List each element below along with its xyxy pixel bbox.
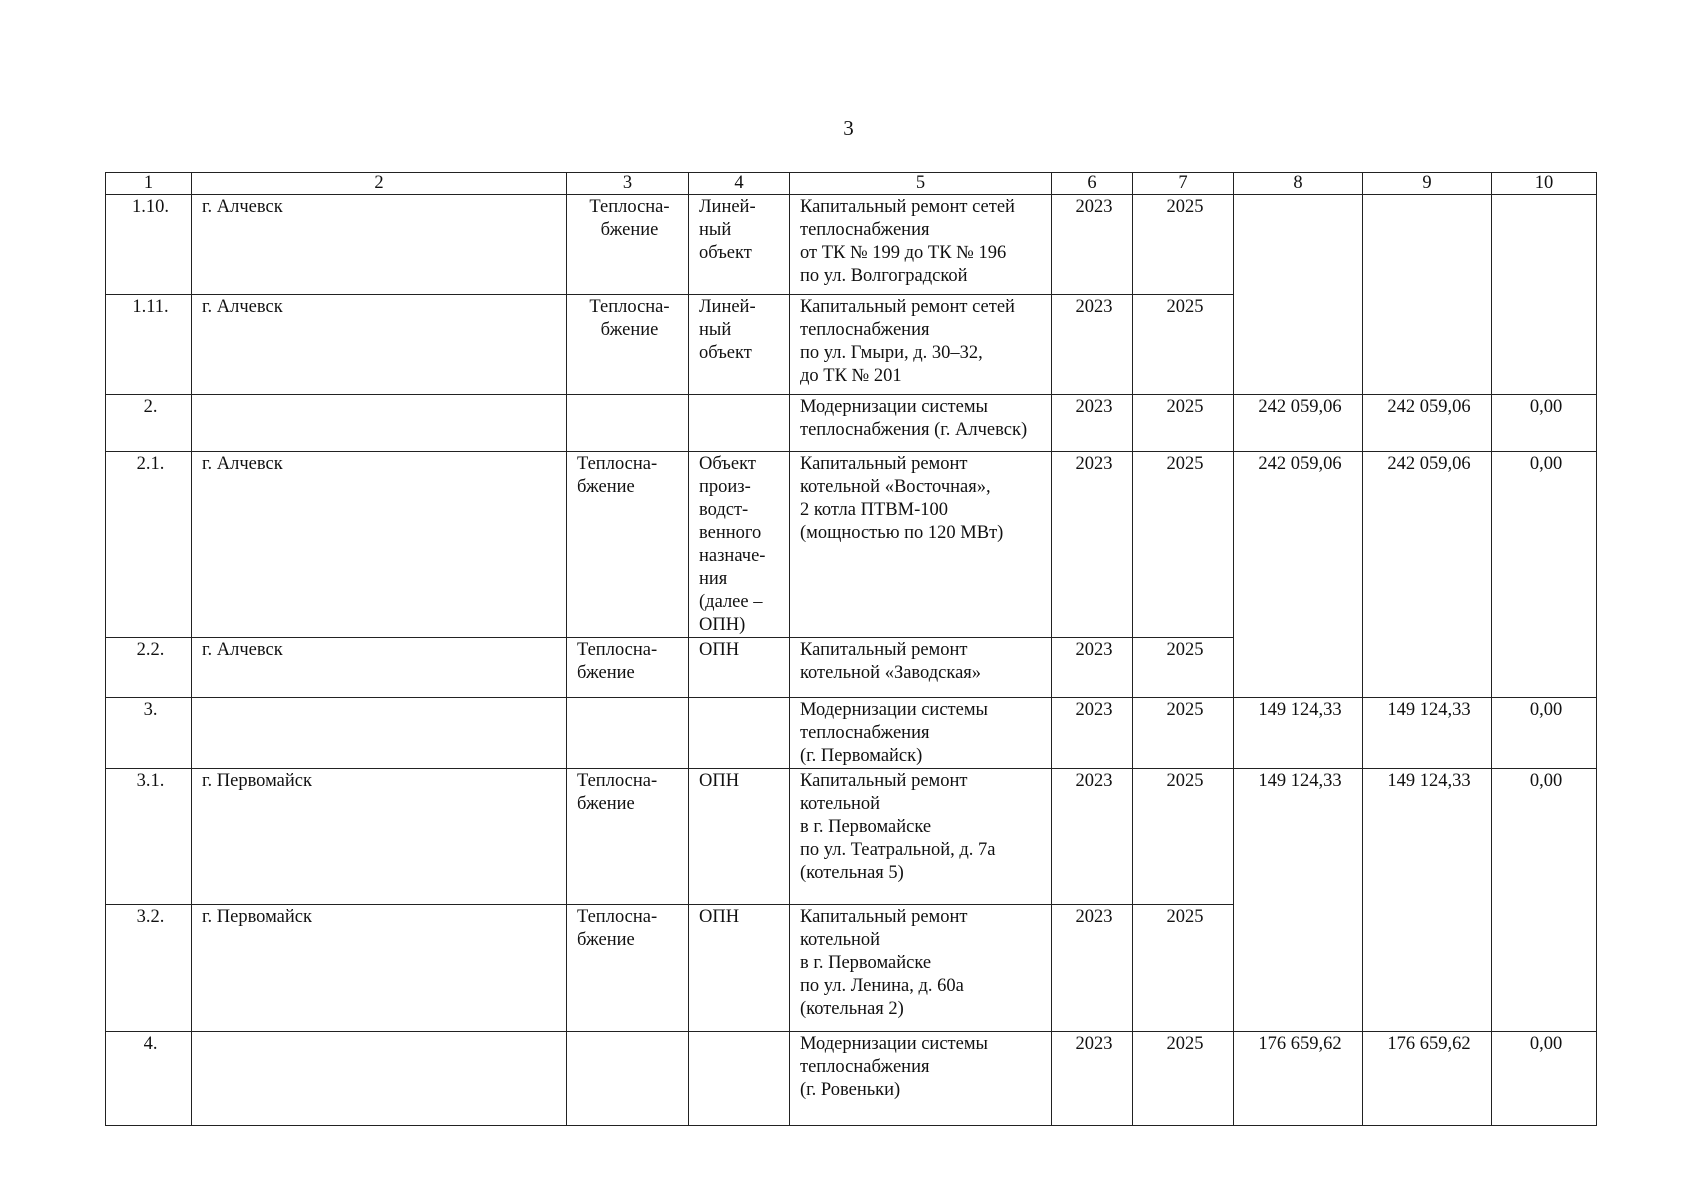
sector-cell-line: бжение — [577, 930, 635, 950]
place-cell: г. Алчевск — [192, 452, 567, 638]
description-cell-line: по ул. Гмыри, д. 30–32, — [800, 343, 983, 363]
sector-cell-line: Теплосна- — [577, 771, 658, 791]
description-cell-line: (мощностью по 120 МВт) — [800, 523, 1004, 543]
description-cell — [790, 452, 1052, 638]
description-cell-line: теплоснабжения — [800, 320, 930, 340]
sector-cell — [567, 452, 689, 638]
table-row — [106, 1032, 1597, 1126]
description-cell — [790, 1032, 1052, 1126]
object-type-cell-line: Линей- — [699, 197, 756, 217]
row-number-cell: 2.2. — [106, 638, 192, 698]
object-type-cell — [689, 698, 790, 769]
other-amount-cell: 0,00 — [1492, 769, 1597, 1032]
total-amount-cell: 242 059,06 — [1234, 395, 1363, 452]
description-cell-line: котельной «Заводская» — [800, 663, 982, 683]
end-year-cell: 2025 — [1133, 905, 1234, 1032]
description-cell-line: Капитальный ремонт — [800, 771, 968, 791]
object-type-cell — [689, 195, 790, 295]
start-year-cell: 2023 — [1052, 295, 1133, 395]
column-number: 10 — [1492, 173, 1597, 195]
table-row — [106, 769, 1597, 905]
column-number: 9 — [1363, 173, 1492, 195]
end-year-cell: 2025 — [1133, 769, 1234, 905]
sector-cell — [567, 698, 689, 769]
place-cell: г. Алчевск — [192, 638, 567, 698]
table-row — [106, 698, 1597, 769]
description-cell-line: до ТК № 201 — [800, 366, 902, 386]
start-year-cell: 2023 — [1052, 769, 1133, 905]
start-year-cell: 2023 — [1052, 452, 1133, 638]
object-type-cell-line: объект — [699, 343, 752, 363]
other-amount-cell: 0,00 — [1492, 1032, 1597, 1126]
object-type-cell-line: произ- — [699, 477, 751, 497]
sector-cell-line: Теплосна- — [589, 197, 670, 217]
end-year-cell: 2025 — [1133, 195, 1234, 295]
column-number: 8 — [1234, 173, 1363, 195]
object-type-cell-line: (далее – — [699, 592, 763, 612]
sector-cell-line: бжение — [577, 477, 635, 497]
program-table — [105, 172, 1597, 1126]
start-year-cell: 2023 — [1052, 395, 1133, 452]
page-number: 3 — [843, 116, 854, 140]
total-amount-cell: 149 124,33 — [1234, 698, 1363, 769]
description-cell-line: Модернизации системы — [800, 700, 988, 720]
description-cell-line: Капитальный ремонт — [800, 454, 968, 474]
sector-cell-line: Теплосна- — [577, 454, 658, 474]
description-cell — [790, 769, 1052, 905]
description-cell-line: (котельная 5) — [800, 863, 904, 883]
object-type-cell-line: назначе- — [699, 546, 766, 566]
object-type-cell-line: ОПН — [699, 907, 740, 927]
description-cell-line: теплоснабжения (г. Алчевск) — [800, 420, 1028, 440]
sector-cell-line: бжение — [600, 320, 659, 340]
row-number-cell: 1.11. — [106, 295, 192, 395]
place-cell — [192, 698, 567, 769]
place-cell: г. Алчевск — [192, 195, 567, 295]
total-amount-cell: 176 659,62 — [1234, 1032, 1363, 1126]
sector-cell-line: бжение — [577, 663, 635, 683]
sector-cell-line: бжение — [600, 220, 659, 240]
object-type-cell — [689, 452, 790, 638]
object-type-cell-line: Объект — [699, 454, 756, 474]
sector-cell-line: бжение — [577, 794, 635, 814]
start-year-cell: 2023 — [1052, 195, 1133, 295]
funds-amount-cell: 176 659,62 — [1363, 1032, 1492, 1126]
row-number-cell: 3.1. — [106, 769, 192, 905]
sector-cell — [567, 195, 689, 295]
object-type-cell-line: водст- — [699, 500, 749, 520]
other-amount-cell: 0,00 — [1492, 452, 1597, 698]
empty-amount-cell — [1363, 195, 1492, 395]
empty-amount-cell — [1492, 195, 1597, 395]
total-amount-cell: 242 059,06 — [1234, 452, 1363, 698]
funds-amount-cell: 149 124,33 — [1363, 698, 1492, 769]
description-cell-line: (г. Первомайск) — [800, 746, 923, 766]
object-type-cell-line: Линей- — [699, 297, 756, 317]
description-cell — [790, 698, 1052, 769]
description-cell-line: в г. Первомайске — [800, 953, 932, 973]
object-type-cell — [689, 295, 790, 395]
place-cell: г. Первомайск — [192, 769, 567, 905]
object-type-cell-line: ОПН — [699, 771, 740, 791]
row-number-cell: 3.2. — [106, 905, 192, 1032]
description-cell-line: 2 котла ПТВМ-100 — [800, 500, 948, 520]
description-cell-line: котельной «Восточная», — [800, 477, 991, 497]
sector-cell-line: Теплосна- — [577, 907, 658, 927]
place-cell — [192, 395, 567, 452]
description-cell — [790, 195, 1052, 295]
end-year-cell: 2025 — [1133, 698, 1234, 769]
description-cell-line: (котельная 2) — [800, 999, 904, 1019]
sector-cell-line: Теплосна- — [577, 640, 658, 660]
description-cell — [790, 295, 1052, 395]
description-cell — [790, 638, 1052, 698]
object-type-cell-line: венного — [699, 523, 762, 543]
object-type-cell — [689, 1032, 790, 1126]
end-year-cell: 2025 — [1133, 452, 1234, 638]
description-cell — [790, 395, 1052, 452]
column-number: 3 — [567, 173, 689, 195]
description-cell-line: Модернизации системы — [800, 397, 988, 417]
object-type-cell-line: ОПН) — [699, 615, 746, 635]
description-cell-line: Модернизации системы — [800, 1034, 988, 1054]
object-type-cell — [689, 638, 790, 698]
sector-cell-line: Теплосна- — [589, 297, 670, 317]
end-year-cell: 2025 — [1133, 1032, 1234, 1126]
empty-amount-cell — [1234, 195, 1363, 395]
column-number-row — [106, 173, 1597, 195]
sector-cell — [567, 1032, 689, 1126]
description-cell-line: Капитальный ремонт сетей — [800, 297, 1015, 317]
description-cell-line: котельной — [800, 794, 881, 814]
description-cell-line: по ул. Волгоградской — [800, 266, 968, 286]
start-year-cell: 2023 — [1052, 905, 1133, 1032]
place-cell: г. Алчевск — [192, 295, 567, 395]
description-cell-line: Капитальный ремонт — [800, 907, 968, 927]
description-cell-line: котельной — [800, 930, 881, 950]
object-type-cell — [689, 769, 790, 905]
row-number-cell: 3. — [106, 698, 192, 769]
row-number-cell: 1.10. — [106, 195, 192, 295]
column-number: 7 — [1133, 173, 1234, 195]
row-number-cell: 2. — [106, 395, 192, 452]
other-amount-cell: 0,00 — [1492, 395, 1597, 452]
description-cell-line: (г. Ровеньки) — [800, 1080, 901, 1100]
column-number: 1 — [106, 173, 192, 195]
description-cell-line: от ТК № 199 до ТК № 196 — [800, 243, 1007, 263]
description-cell-line: теплоснабжения — [800, 220, 930, 240]
table-row — [106, 195, 1597, 295]
object-type-cell-line: объект — [699, 243, 752, 263]
object-type-cell — [689, 905, 790, 1032]
column-number: 5 — [790, 173, 1052, 195]
description-cell-line: теплоснабжения — [800, 723, 930, 743]
sector-cell — [567, 395, 689, 452]
sector-cell — [567, 295, 689, 395]
row-number-cell: 4. — [106, 1032, 192, 1126]
column-number: 4 — [689, 173, 790, 195]
start-year-cell: 2023 — [1052, 698, 1133, 769]
object-type-cell — [689, 395, 790, 452]
description-cell-line: по ул. Театральной, д. 7а — [800, 840, 996, 860]
place-cell — [192, 1032, 567, 1126]
end-year-cell: 2025 — [1133, 395, 1234, 452]
end-year-cell: 2025 — [1133, 638, 1234, 698]
description-cell — [790, 905, 1052, 1032]
row-number-cell: 2.1. — [106, 452, 192, 638]
description-cell-line: по ул. Ленина, д. 60а — [800, 976, 964, 996]
table-row — [106, 452, 1597, 638]
funds-amount-cell: 242 059,06 — [1363, 395, 1492, 452]
funds-amount-cell: 149 124,33 — [1363, 769, 1492, 1032]
description-cell-line: в г. Первомайске — [800, 817, 932, 837]
object-type-cell-line: ОПН — [699, 640, 740, 660]
funds-amount-cell: 242 059,06 — [1363, 452, 1492, 698]
object-type-cell-line: ный — [699, 320, 732, 340]
start-year-cell: 2023 — [1052, 1032, 1133, 1126]
sector-cell — [567, 769, 689, 905]
object-type-cell-line: ный — [699, 220, 732, 240]
end-year-cell: 2025 — [1133, 295, 1234, 395]
table-row — [106, 395, 1597, 452]
other-amount-cell: 0,00 — [1492, 698, 1597, 769]
start-year-cell: 2023 — [1052, 638, 1133, 698]
place-cell: г. Первомайск — [192, 905, 567, 1032]
object-type-cell-line: ния — [699, 569, 728, 589]
sector-cell — [567, 905, 689, 1032]
description-cell-line: Капитальный ремонт сетей — [800, 197, 1015, 217]
total-amount-cell: 149 124,33 — [1234, 769, 1363, 1032]
description-cell-line: теплоснабжения — [800, 1057, 930, 1077]
sector-cell — [567, 638, 689, 698]
column-number: 6 — [1052, 173, 1133, 195]
column-number: 2 — [192, 173, 567, 195]
description-cell-line: Капитальный ремонт — [800, 640, 968, 660]
